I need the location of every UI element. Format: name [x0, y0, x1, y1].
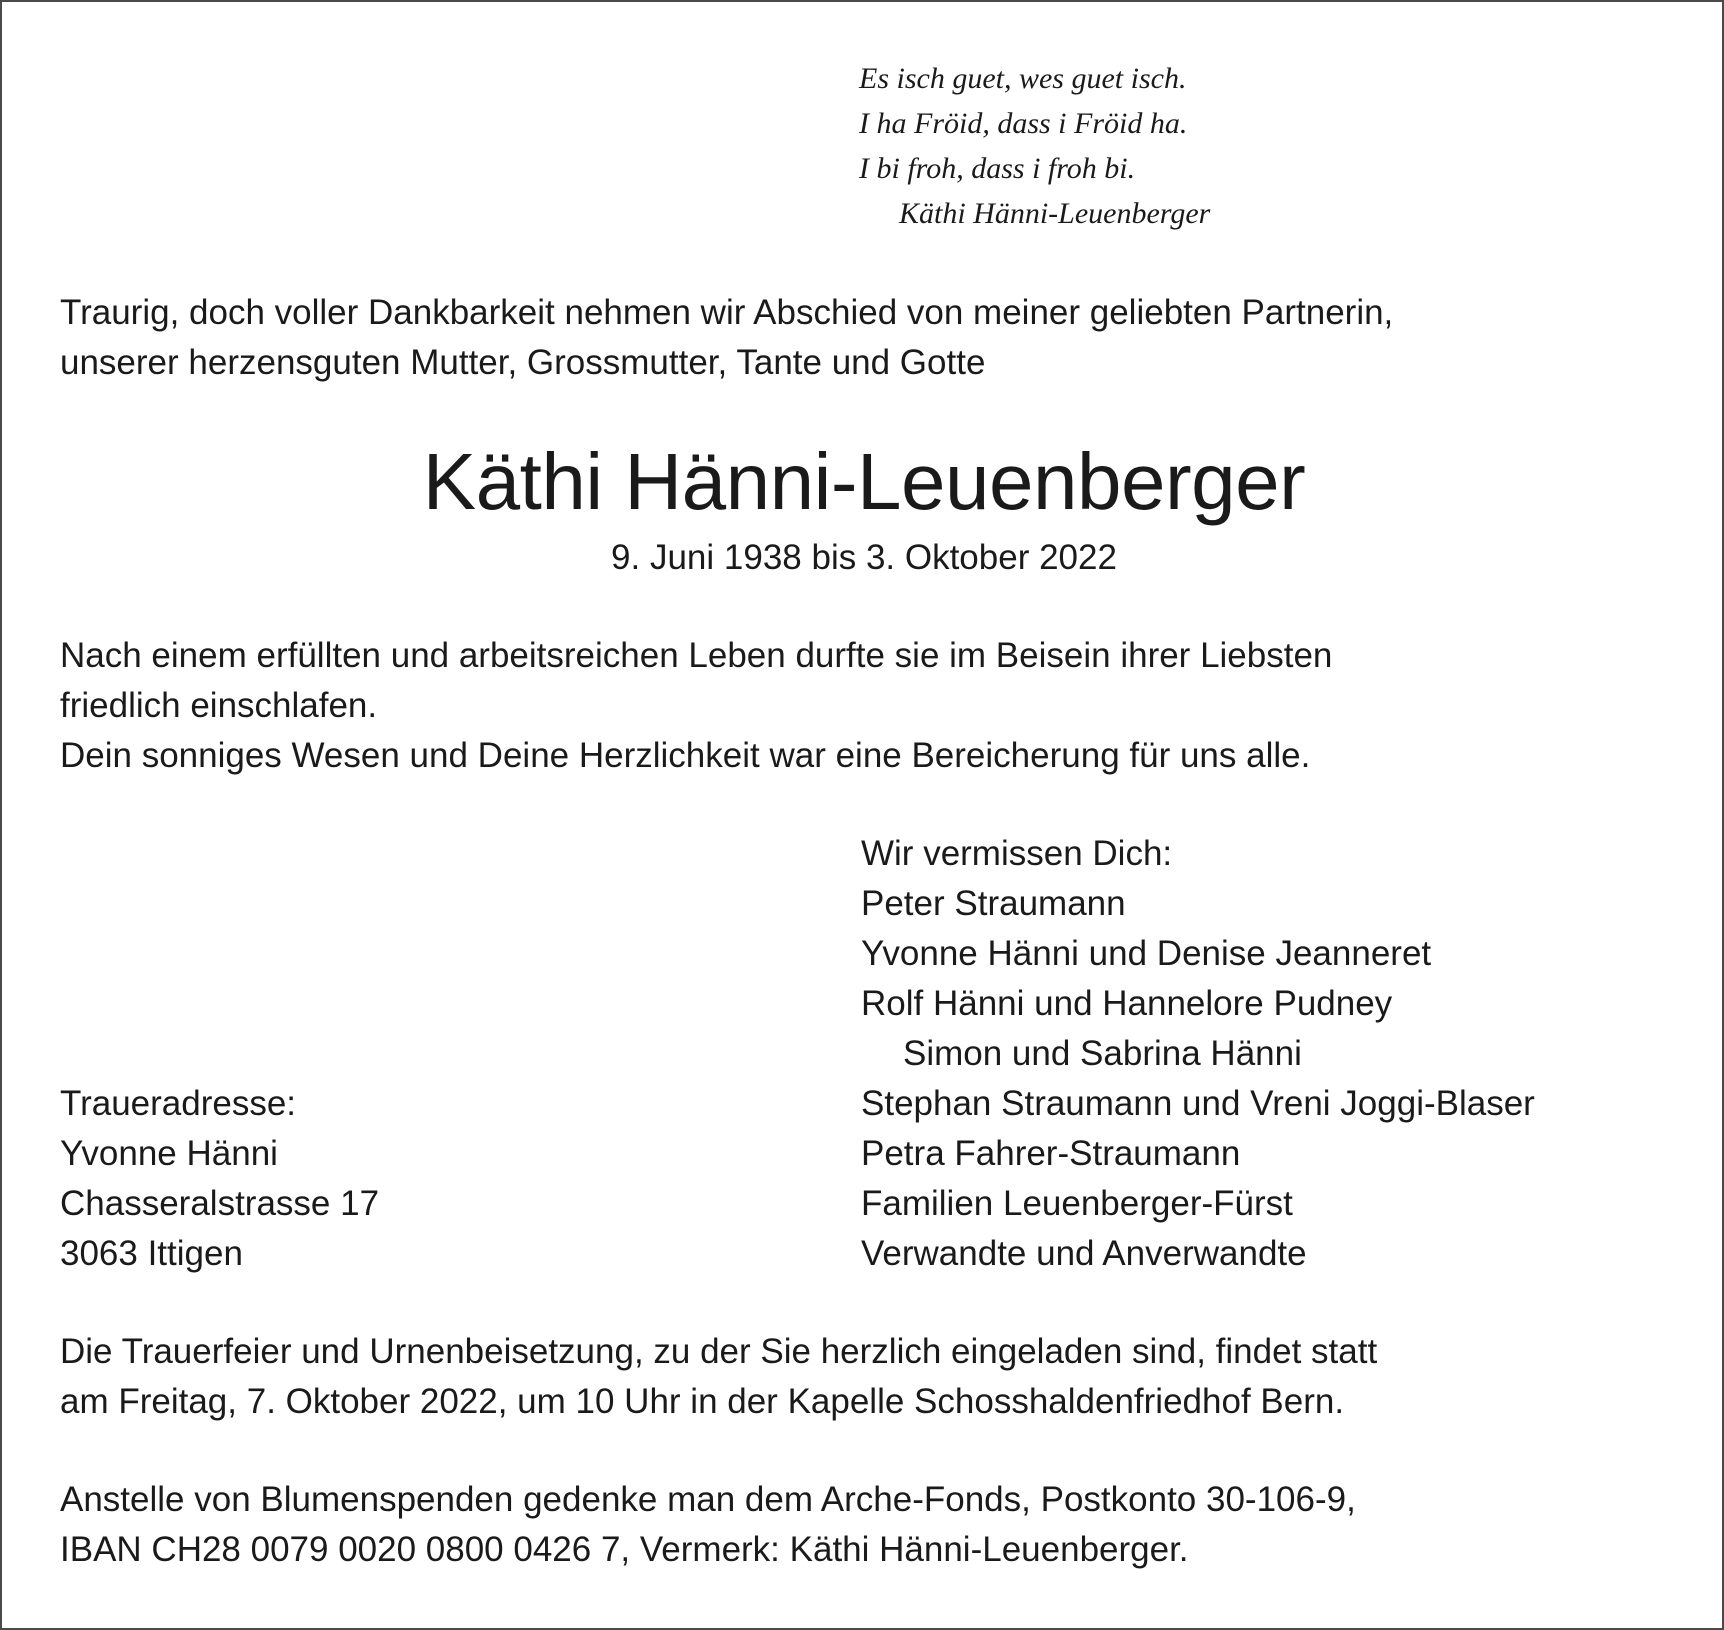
- deceased-name: Käthi Hänni-Leuenberger: [422, 437, 1306, 526]
- quote-block: [859, 56, 1210, 236]
- mourner-name: Verwandte und Anverwandte: [861, 1234, 1307, 1273]
- quote-line: I ha Fröid, dass i Fröid ha.: [859, 107, 1188, 140]
- mourner-name: Peter Straumann: [861, 884, 1126, 923]
- message-line: Dein sonniges Wesen und Deine Herzlichkeit war eine Bereicherung für uns alle.: [60, 736, 1311, 775]
- message-line: friedlich einschlafen.: [60, 686, 378, 725]
- quote-line: I bi froh, dass i froh bi.: [859, 152, 1136, 185]
- intro-line: unserer herzensguten Mutter, Grossmutter, Tante und Gotte: [60, 343, 986, 382]
- address-street: Chasseralstrasse 17: [60, 1184, 380, 1223]
- ceremony-text: [60, 1327, 1377, 1427]
- mourner-name: Familien Leuenberger-Fürst: [861, 1184, 1293, 1223]
- mourners-list: [861, 829, 1535, 1279]
- deceased-dates: 9. Juni 1938 bis 3. Oktober 2022: [611, 538, 1117, 577]
- mourner-name: Rolf Hänni und Hannelore Pudney: [861, 984, 1393, 1023]
- intro-line: Traurig, doch voller Dankbarkeit nehmen wir Abschied von meiner geliebten Partnerin,: [60, 293, 1394, 332]
- message-line: Nach einem erfüllten und arbeitsreichen Leben durfte sie im Beisein ihrer Liebsten: [60, 636, 1333, 675]
- mourning-address: [60, 1079, 379, 1279]
- intro-text: [60, 288, 1393, 388]
- quote-line: Es isch guet, wes guet isch.: [859, 62, 1187, 95]
- mourner-name: Simon und Sabrina Hänni: [903, 1034, 1302, 1073]
- ceremony-line: Die Trauerfeier und Urnenbeisetzung, zu der Sie herzlich eingeladen sind, findet statt: [60, 1332, 1378, 1371]
- mourners-heading: Wir vermissen Dich:: [861, 834, 1173, 873]
- donation-text: [60, 1475, 1356, 1575]
- ceremony-line: am Freitag, 7. Oktober 2022, um 10 Uhr in der Kapelle Schosshaldenfriedhof Bern.: [60, 1382, 1345, 1421]
- address-name: Yvonne Hänni: [60, 1134, 278, 1173]
- donation-line: Anstelle von Blumenspenden gedenke man dem Arche-Fonds, Postkonto 30-106-9,: [60, 1480, 1356, 1519]
- quote-author: Käthi Hänni-Leuenberger: [899, 197, 1211, 230]
- donation-line: IBAN CH28 0079 0020 0800 0426 7, Vermerk: Käthi Hänni-Leuenberger.: [60, 1530, 1189, 1569]
- message-text: [60, 631, 1332, 781]
- mourner-name: Petra Fahrer-Straumann: [861, 1134, 1241, 1173]
- mourner-name: Yvonne Hänni und Denise Jeanneret: [861, 934, 1432, 973]
- address-city: 3063 Ittigen: [60, 1234, 243, 1273]
- address-label: Traueradresse:: [60, 1084, 297, 1123]
- mourner-name: Stephan Straumann und Vreni Joggi-Blaser: [861, 1084, 1535, 1123]
